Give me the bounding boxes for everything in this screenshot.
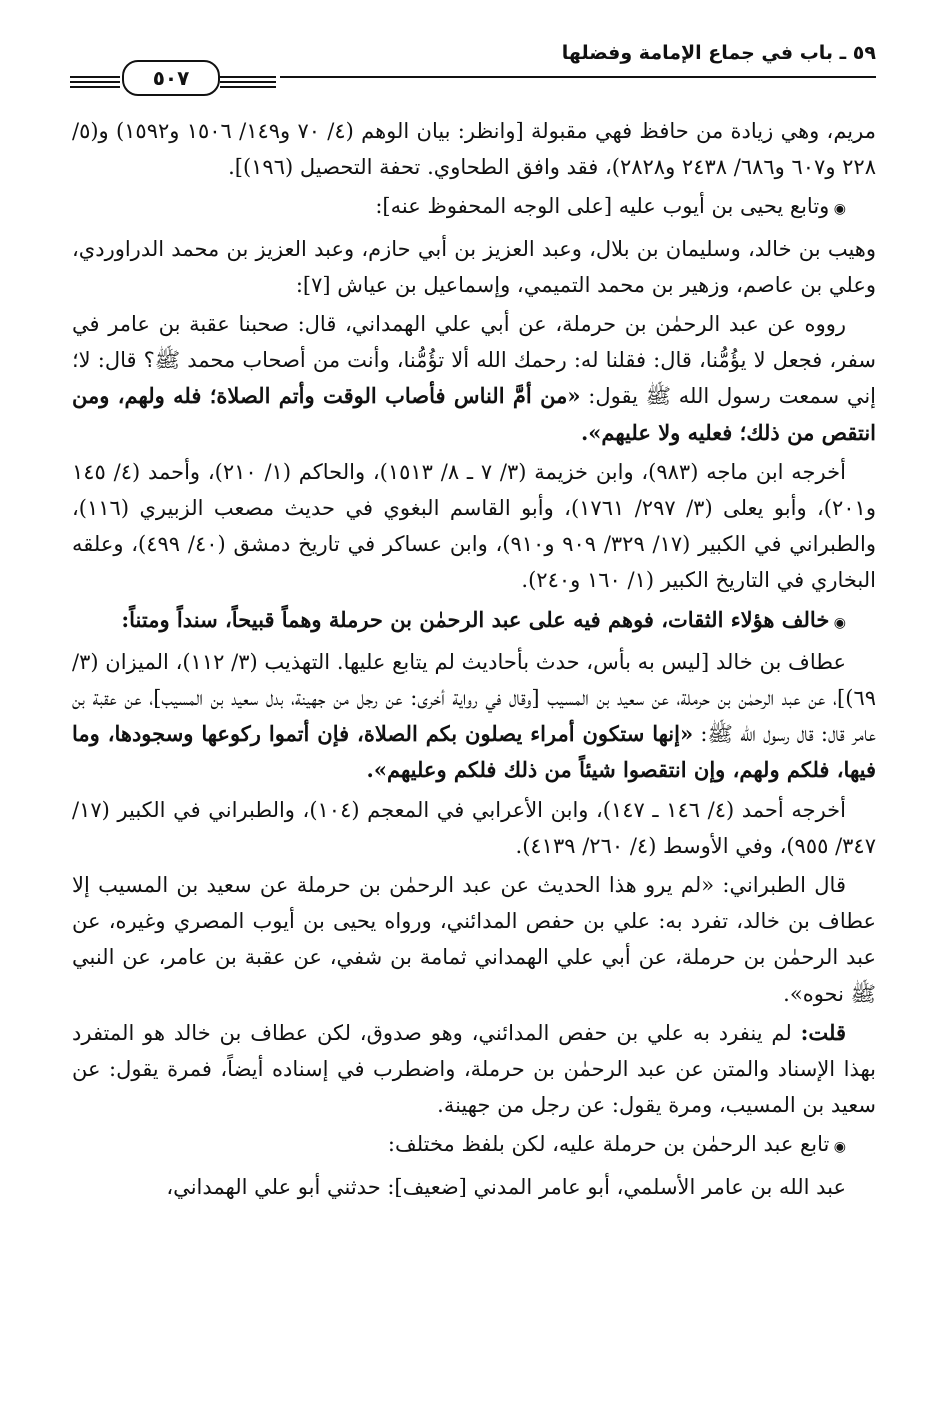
paragraph-text: عبد الله بن عامر الأسلمي، أبو عامر المدني [ضعيف]: حدثني أبو علي الهمداني، [166, 1174, 846, 1199]
paragraph-10 [72, 1015, 876, 1124]
page-number-ornament [70, 58, 280, 98]
paragraph-3 [72, 231, 876, 303]
running-title: ٥٩ ـ باب في جماع الإمامة وفضلها [561, 42, 876, 64]
paragraph-9 [72, 867, 876, 1012]
paragraph-text: أخرجه أحمد (٤/ ١٤٦ ـ ١٤٧)، وابن الأعرابي في المعجم (١٠٤)، والطبراني في الكبير (١٧/ ٣٤٧/ ٩٥٥)، وفي الأوسط (٤/ ٢٦٠/ ٤١٣٩). [72, 797, 876, 858]
hadith-text: «من أمَّ الناس فأصاب الوقت وأتم الصلاة؛ فله ولهم، ومن انتقص من ذلك؛ فعليه ولا عليهم». [72, 383, 876, 445]
page-header [70, 40, 876, 100]
paragraph-text: خالف هؤلاء الثقات، فوهم فيه على عبد الرحمٰن بن حرملة وهماً قبيحاً، سنداً ومتناً: [121, 606, 830, 632]
ornament-lines-right [220, 76, 276, 91]
paragraph-text: أخرجه ابن ماجه (٩٨٣)، وابن خزيمة (٣/ ٧ ـ ٨/ ١٥١٣)، والحاكم (١/ ٢١٠)، وأحمد (٤/ ١٤٥ و٢٠١)، وأبو يعلى (٣/ ٢٩٧/ ١٧٦١)، وأبو القاسم البغوي في حديث مصعب الزبيري (١١٦)، والطبراني في الكبير (١٧/ ٣٢٩/ ٩٠٩ و٩١٠)، وابن عساكر في تاريخ دمشق (٤٠/ ٤٩٩)، وعلقه البخاري في التاريخ الكبير (١/ ١٦٠ و٢٤٠). [72, 459, 876, 593]
bullet-icon [829, 608, 846, 632]
page-body [72, 113, 876, 1208]
paragraph-text: قال الطبراني: «لم يرو هذا الحديث عن عبد الرحمٰن بن حرملة عن سعيد بن المسيب إلا عطاف بن خالد، تفرد به: علي بن حفص المدائني، ورواه يحيى بن أيوب المصري وغيره، عن عبد الرحمٰن بن حرملة، عن أبي علي الهمداني ثمامة بن شفي، عن عقبة بن عامر، عن النبي ﷺ نحوه». [72, 873, 876, 1006]
bullet-icon [829, 194, 846, 218]
paragraph-11 [72, 1126, 876, 1165]
paragraph-5 [72, 454, 876, 599]
hadith-text: «إنها ستكون أمراء يصلون بكم الصلاة، فإن أتموا ركوعها وسجودها، وما فيها، فلكم ولهم، وإن انتقصوا شيئاً من ذلك فلكم وعليهم». [72, 721, 876, 783]
paragraph-text: مريم، وهي زيادة من حافظ فهي مقبولة [وانظر: بيان الوهم (٤/ ٧٠ و١٤٩/ ١٥٠٦ و١٥٩٢) و(٥/ ٢٢٨ و٦٠٧ و٦٨٦/ ٢٤٣٨ و٢٨٢٨)، فقد وافق الطحاوي. تحفة التحصيل (١٩٦)]. [72, 119, 876, 180]
header-rule [280, 76, 876, 78]
paragraph-text: تابع عبد الرحمٰن بن حرملة عليه، لكن بلفظ مختلف: [387, 1132, 830, 1157]
bullet-icon [829, 1132, 846, 1156]
paragraph-4 [72, 306, 876, 451]
paragraph-7 [72, 644, 876, 789]
paragraph-text: وتابع يحيى بن أيوب عليه [على الوجه المحفوظ عنه]: [375, 194, 830, 219]
page-number: ٥٠٧ [122, 60, 220, 96]
paragraph-12 [72, 1169, 876, 1205]
paragraph-text: وهيب بن خالد، وسليمان بن بلال، وعبد العزيز بن أبي حازم، وعبد العزيز بن محمد الدراوردي، وعلي بن عاصم، وزهير بن محمد التميمي، وإسماعيل بن عياش [٧]: [72, 236, 876, 297]
paragraph-6 [72, 602, 876, 641]
paragraph-8 [72, 792, 876, 864]
paragraph-text: لم ينفرد به علي بن حفص المدائني، وهو صدوق، لكن عطاف بن خالد هو المتفرد بهذا الإسناد والمتن عن عبد الرحمٰن بن حرملة، واضطرب في إسناده أيضاً، فمرة يقول: عن سعيد بن المسيب، ومرة يقول: عن رجل من جهينة. [72, 1020, 876, 1118]
paragraph-text: عطاف بن خالد [ليس به بأس، حدث بأحاديث لم يتابع عليها. التهذيب (٣/ ١١٢)، الميزان (٣/ ٦٩)]، عن عبد الرحمٰن بن حرملة، عن سعيد بن المسيب [وقال في رواية أخرى: عن رجل من جهينة، بدل سعيد بن المسيب]، عن عقبة بن عامر قال: قال رسول الله ﷺ: [72, 649, 876, 747]
paragraph-2 [72, 188, 876, 227]
paragraph-1 [72, 113, 876, 185]
qult-label: قلت: [800, 1019, 846, 1045]
ornament-lines-left [70, 76, 120, 91]
paragraph-text: رووه عن عبد الرحمٰن بن حرملة، عن أبي علي الهمداني، قال: صحبنا عقبة بن عامر في سفر، فجعل لا يؤُمُّنا، قال: فقلنا له: رحمك الله ألا تؤُمُّنا، وأنت من أصحاب محمد ﷺ؟ قال: لا؛ إني سمعت رسول الله ﷺ يقول: [72, 312, 876, 409]
